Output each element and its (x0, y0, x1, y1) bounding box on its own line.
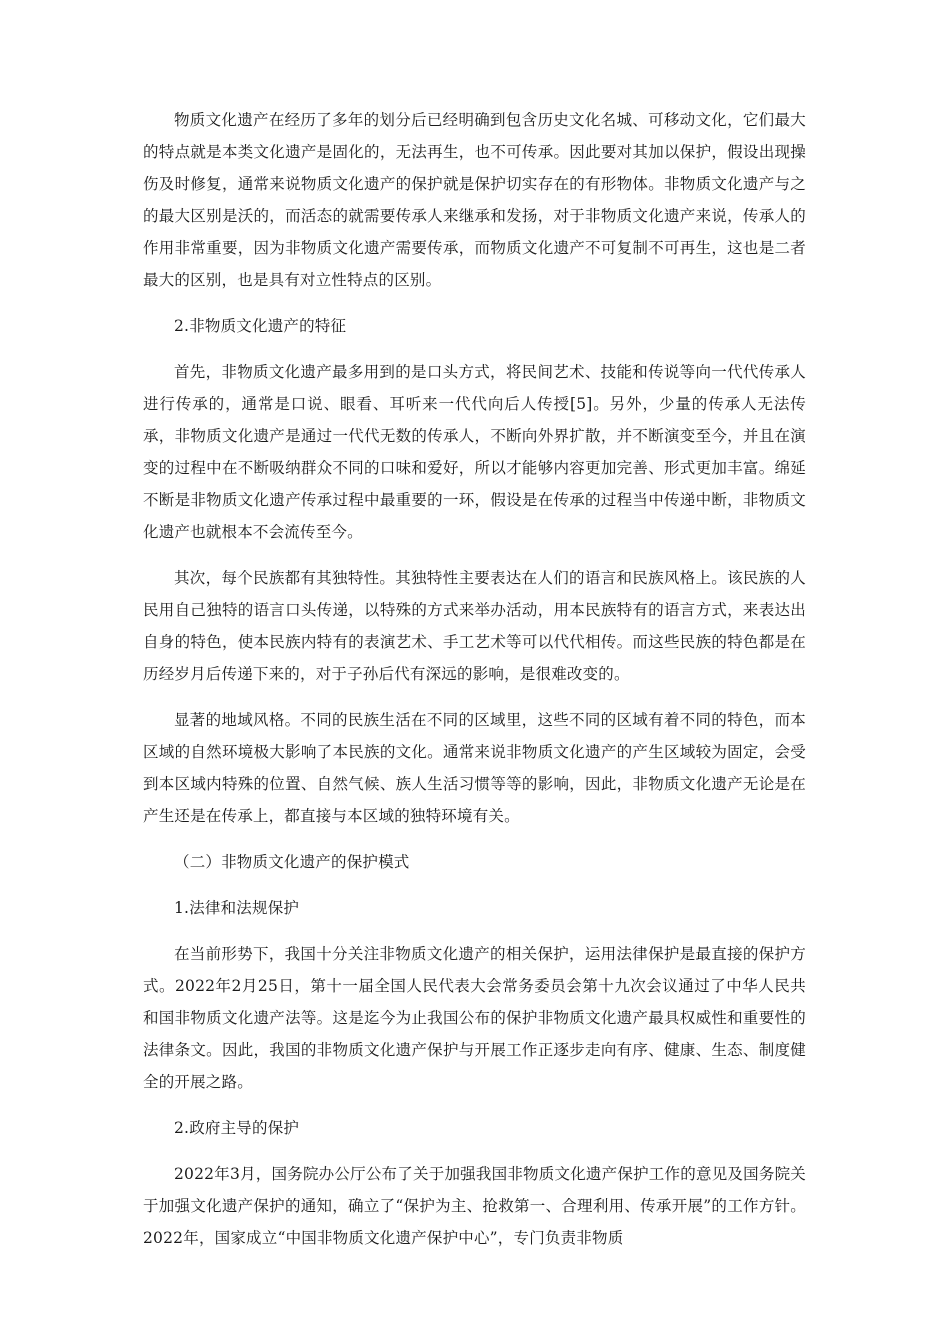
paragraph-ethnic-uniqueness: 其次，每个民族都有其独特性。其独特性主要表达在人们的语言和民族风格上。该民族的人民用自己独特的语言口头传递，以特殊的方式来举办活动，用本民族特有的语言方式，来表达出自身的特色，使本民族内特有的表演艺术、手工艺术等可以代代相传。而这些民族的特色都是在历经岁月后传递下来的，对于子孙后代有深远的影响，是很难改变的。 (143, 569, 806, 683)
paragraph-tangible-vs-intangible: 物质文化遗产在经历了多年的划分后已经明确到包含历史文化名城、可移动文化，它们最大的特点就是本类文化遗产是固化的，无法再生，也不可传承。因此要对其加以保护，假设出现操伤及时修复，通常来说物质文化遗产的保护就是保护切实存在的有形物体。非物质文化遗产与之的最大区别是沃的，而活态的就需要传承人来继承和发扬，对于非物质文化遗产来说，传承人的作用非常重要，因为非物质文化遗产需要传承，而物质文化遗产不可复制不可再生，这也是二者最大的区别，也是具有对立性特点的区别。 (143, 111, 806, 289)
paragraph-regional-style: 显著的地域风格。不同的民族生活在不同的区域里，这些不同的区域有着不同的特色，而本区域的自然环境极大影响了本民族的文化。通常来说非物质文化遗产的产生区域较为固定，会受到本区域内特殊的位置、自然气候、族人生活习惯等等的影响，因此，非物质文化遗产无论是在产生还是在传承上，都直接与本区域的独特环境有关。 (143, 711, 806, 825)
heading-government-protection: 2.政府主导的保护 (174, 1119, 300, 1137)
paragraph-oral-transmission: 首先，非物质文化遗产最多用到的是口头方式，将民间艺术、技能和传说等向一代代传承人进行传承的，通常是口说、眼看、耳听来一代代向后人传授[5]。另外，少量的传承人无法传承，非物质文化遗产是通过一代代无数的传承人，不断向外界扩散，并不断演变至今，并且在演变的过程中在不断吸纳群众不同的口味和爱好，所以才能够内容更加完善、形式更加丰富。绵延不断是非物质文化遗产传承过程中最重要的一环，假设是在传承的过程当中传递中断，非物质文化遗产也就根本不会流传至今。 (143, 363, 806, 541)
paragraph-government-protection: 2022年3月，国务院办公厅公布了关于加强我国非物质文化遗产保护工作的意见及国务院关于加强文化遗产保护的通知，确立了“保护为主、抢救第一、合理利用、传承开展”的工作方针。2022年，国家成立“中国非物质文化遗产保护中心”，专门负责非物质 (143, 1165, 806, 1247)
heading-legal-protection: 1.法律和法规保护 (174, 899, 300, 917)
paragraph-legal-protection: 在当前形势下，我国十分关注非物质文化遗产的相关保护，运用法律保护是最直接的保护方式。2022年2月25日，第十一届全国人民代表大会常务委员会第十九次会议通过了中华人民共和国非物质文化遗产法等。这是迄今为止我国公布的保护非物质文化遗产最具权威性和重要性的法律条文。因此，我国的非物质文化遗产保护与开展工作正逐步走向有序、健康、生态、制度健全的开展之路。 (143, 945, 806, 1091)
heading-protection-modes: （二）非物质文化遗产的保护模式 (174, 853, 410, 871)
heading-characteristics: 2.非物质文化遗产的特征 (174, 317, 347, 335)
document-body (143, 104, 806, 1268)
